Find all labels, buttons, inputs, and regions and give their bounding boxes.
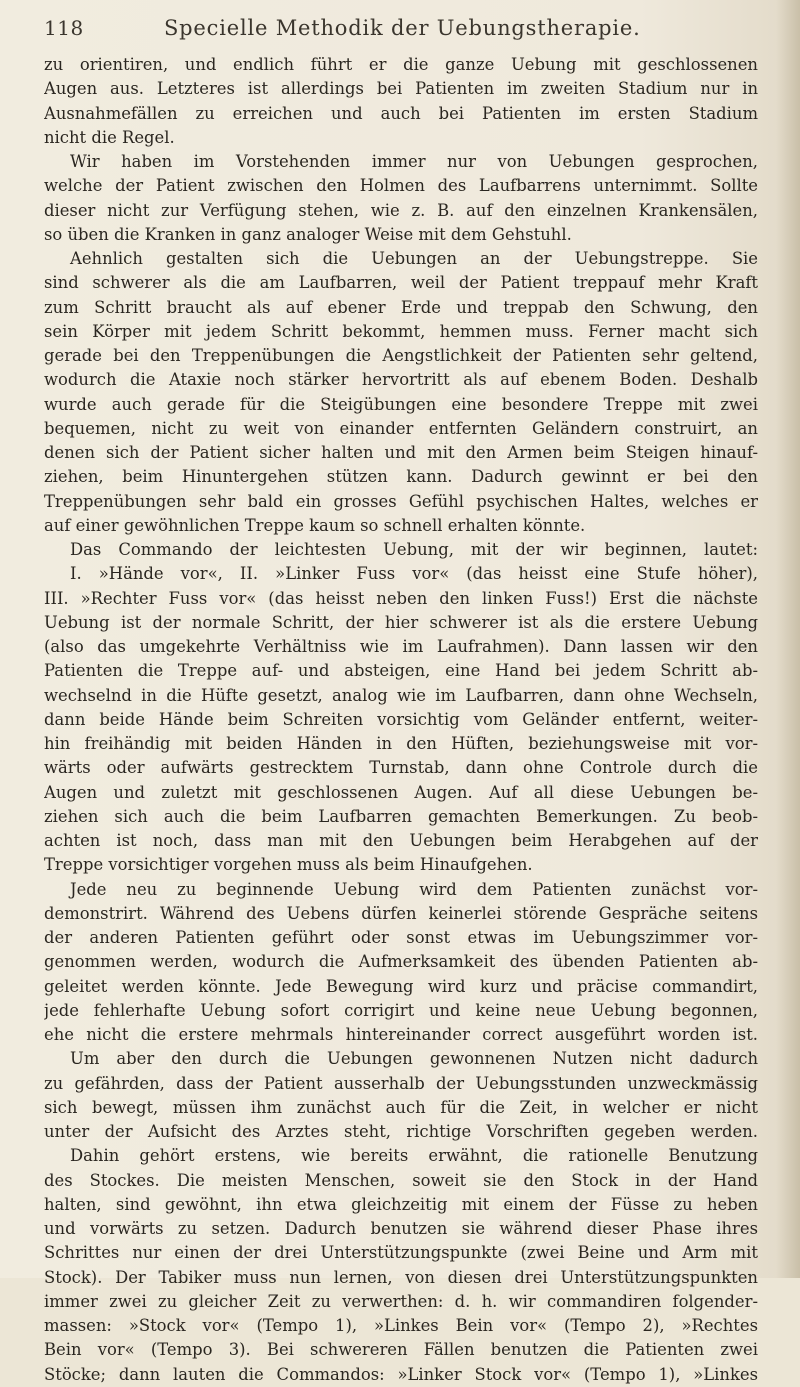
- text-line: Uebung ist der normale Schritt, der hier schwerer ist als die erstere Uebung: [44, 612, 758, 632]
- text-line: zu orientiren, und endlich führt er die ganze Uebung mit geschlossenen: [44, 55, 758, 74]
- text-line: so üben die Kranken in ganz analoger Weise mit dem Gehstuhl.: [44, 224, 572, 244]
- text-line: demonstrirt. Während des Uebens dürfen keinerlei störende Gespräche seitens: [44, 903, 758, 923]
- text-line: ziehen sich auch die beim Laufbarren gemachten Bemerkungen. Zu beob-: [44, 806, 758, 826]
- text-line: Ausnahmefällen zu erreichen und auch bei Patienten im ersten Stadium: [44, 103, 758, 123]
- text-line: achten ist noch, dass man mit den Uebungen beim Herabgehen auf der: [44, 831, 758, 850]
- text-line: massen: »Stock vor« (Tempo 1), »Linkes Bein vor« (Tempo 2), »Rechtes: [44, 1316, 758, 1335]
- text-line: Augen aus. Letzteres ist allerdings bei Patienten im zweiten Stadium nur in: [44, 79, 758, 99]
- text-line: Stock). Der Tabiker muss nun lernen, von diesen drei Unterstützungspunkten: [44, 1267, 758, 1287]
- page-header: [44, 14, 744, 44]
- text-line: Dahin gehört erstens, wie bereits erwähnt, die rationelle Benutzung: [70, 1146, 758, 1166]
- text-line: ehe nicht die erstere mehrmals hintereinander correct ausgeführt worden ist.: [44, 1025, 758, 1044]
- text-line: wodurch die Ataxie noch stärker hervortritt als auf ebenem Boden. Deshalb: [44, 370, 758, 390]
- text-line: halten, sind gewöhnt, ihn etwa gleichzeitig mit einem der Füsse zu heben: [44, 1194, 758, 1214]
- text-line: sind schwerer als die am Laufbarren, weil der Patient treppauf mehr Kraft: [44, 273, 758, 293]
- text-line: Um aber den durch die Uebungen gewonnenen Nutzen nicht dadurch: [70, 1049, 758, 1069]
- text-line: wurde auch gerade für die Steigübungen eine besondere Treppe mit zwei: [44, 394, 758, 414]
- text-line: zu gefährden, dass der Patient ausserhalb der Uebungsstunden unzweckmässig: [44, 1073, 758, 1093]
- text-line: jede fehlerhafte Uebung sofort corrigirt und keine neue Uebung begonnen,: [44, 1000, 758, 1020]
- text-line: des Stockes. Die meisten Menschen, soweit sie den Stock in der Hand: [44, 1170, 758, 1190]
- text-line: Das Commando der leichtesten Uebung, mit der wir beginnen, lautet:: [70, 540, 758, 559]
- text-line: Augen und zuletzt mit geschlossenen Augen. Auf all diese Uebungen be-: [44, 782, 758, 802]
- text-line: zum Schritt braucht als auf ebener Erde und treppab den Schwung, den: [44, 297, 758, 317]
- text-line: Aehnlich gestalten sich die Uebungen an der Uebungstreppe. Sie: [70, 249, 758, 268]
- text-line: immer zwei zu gleicher Zeit zu verwerthen: d. h. wir commandiren folgender-: [44, 1291, 758, 1311]
- text-line: III. »Rechter Fuss vor« (das heisst neben den linken Fuss!) Erst die nächste: [44, 588, 758, 608]
- text-line: I. »Hände vor«, II. »Linker Fuss vor« (das heisst eine Stufe höher),: [70, 564, 758, 584]
- text-line: der anderen Patienten geführt oder sonst etwas im Uebungszimmer vor-: [44, 928, 758, 947]
- text-line: bequemen, nicht zu weit von einander entfernten Geländern construirt, an: [44, 418, 758, 438]
- text-line: dann beide Hände beim Schreiten vorsichtig vom Geländer entfernt, weiter-: [44, 709, 758, 729]
- text-line: Patienten die Treppe auf- und absteigen, eine Hand bei jedem Schritt ab-: [44, 661, 758, 681]
- text-line: Stöcke; dann lauten die Commandos: »Linker Stock vor« (Tempo 1), »Linkes: [44, 1364, 758, 1384]
- text-line: gerade bei den Treppenübungen die Aengstlichkeit der Patienten sehr geltend,: [44, 346, 758, 365]
- text-line: Bein vor« (Tempo 3). Bei schwereren Fällen benutzen die Patienten zwei: [44, 1340, 758, 1360]
- body-text: [44, 53, 758, 1387]
- text-line: welche der Patient zwischen den Holmen des Laufbarrens unternimmt. Sollte: [44, 176, 758, 196]
- text-line: Schrittes nur einen der drei Unterstützungspunkte (zwei Beine und Arm mit: [44, 1243, 758, 1263]
- text-line: geleitet werden könnte. Jede Bewegung wird kurz und präcise commandirt,: [44, 976, 758, 996]
- text-line: unter der Aufsicht des Arztes steht, richtige Vorschriften gegeben werden.: [44, 1122, 758, 1141]
- text-line: auf einer gewöhnlichen Treppe kaum so schnell erhalten könnte.: [44, 515, 586, 535]
- text-line: wärts oder aufwärts gestrecktem Turnstab, dann ohne Controle durch die: [44, 758, 758, 778]
- text-line: Jede neu zu beginnende Uebung wird dem Patienten zunächst vor-: [70, 879, 758, 899]
- text-line: Wir haben im Vorstehenden immer nur von Uebungen gesprochen,: [70, 152, 758, 171]
- text-line: (also das umgekehrte Verhältniss wie im Laufrahmen). Dann lassen wir den: [44, 637, 758, 656]
- text-line: und vorwärts zu setzen. Dadurch benutzen sie während dieser Phase ihres: [44, 1219, 758, 1238]
- running-head: Specielle Methodik der Uebungstherapie.: [164, 16, 641, 40]
- text-line: hin freihändig mit beiden Händen in den Hüften, beziehungsweise mit vor-: [44, 734, 758, 753]
- text-line: dieser nicht zur Verfügung stehen, wie z. B. auf den einzelnen Krankensälen,: [44, 200, 758, 220]
- page-number: 118: [44, 16, 84, 40]
- text-line: nicht die Regel.: [44, 127, 175, 147]
- text-line: ziehen, beim Hinuntergehen stützen kann. Dadurch gewinnt er bei den: [44, 467, 758, 487]
- text-line: Treppenübungen sehr bald ein grosses Gefühl psychischen Haltes, welches er: [44, 491, 758, 511]
- text-line: wechselnd in die Hüfte gesetzt, analog wie im Laufbarren, dann ohne Wechseln,: [44, 685, 758, 705]
- text-line: genommen werden, wodurch die Aufmerksamkeit des übenden Patienten ab-: [44, 952, 758, 972]
- text-line: sich bewegt, müssen ihm zunächst auch für die Zeit, in welcher er nicht: [44, 1097, 758, 1117]
- text-line: sein Körper mit jedem Schritt bekommt, hemmen muss. Ferner macht sich: [44, 321, 758, 341]
- text-line: Treppe vorsichtiger vorgehen muss als beim Hinaufgehen.: [44, 855, 533, 875]
- text-line: denen sich der Patient sicher halten und mit den Armen beim Steigen hinauf-: [44, 443, 758, 462]
